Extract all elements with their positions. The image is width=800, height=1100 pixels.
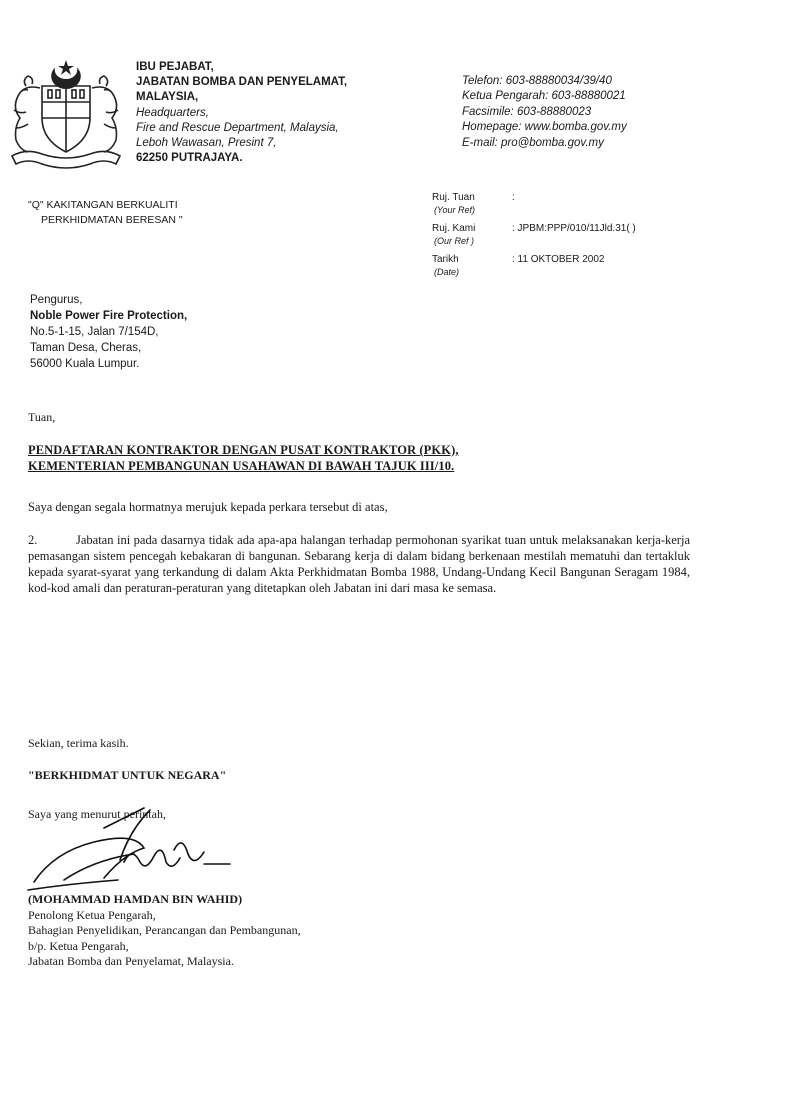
reference-sublabel: (Date) [434,267,460,277]
subject-line: KEMENTERIAN PEMBANGUNAN USAHAWAN DI BAWAH TAJUK III/10. [28,459,455,473]
reference-value: : JPBM:PPP/010/11Jld.31( ) [512,223,636,234]
reference-row-our-ref [432,223,636,254]
paragraph-2 [28,532,690,596]
subject-line: PENDAFTARAN KONTRAKTOR DENGAN PUSAT KONTRAKTOR (PKK), [28,443,459,457]
agency-line: JABATAN BOMBA DAN PENYELAMAT, [136,76,348,89]
addressee-company: Noble Power Fire Protection, [30,310,188,322]
contact-email: E-mail: pro@bomba.gov.my [462,136,604,149]
agency-line: IBU PEJABAT, [136,61,214,73]
contact-block [462,74,627,151]
agency-line: Leboh Wawasan, Presint 7, [136,137,277,150]
agency-line: Headquarters, [136,106,209,119]
reference-label: Ruj. Kami [432,223,476,234]
contact-homepage: Homepage: www.bomba.gov.my [462,121,627,134]
slogan: "BERKHIDMAT UNTUK NEGARA" [28,768,227,782]
subject-heading [28,442,459,474]
signer-name: (MOHAMMAD HAMDAN BIN WAHID) [28,892,243,906]
contact-director: Ketua Pengarah: 603-88880021 [462,90,626,103]
agency-line: MALAYSIA, [136,91,199,104]
reference-label: Tarikh [432,254,459,265]
agency-line: 62250 PUTRAJAYA. [136,152,243,165]
coat-of-arms-icon [4,58,128,170]
motto-line: "Q" KAKITANGAN BERKUALITI [28,199,178,211]
paragraph-1: Saya dengan segala hormatnya merujuk kepada perkara tersebut di atas, [28,500,388,514]
addressee-line: 56000 Kuala Lumpur. [30,358,140,370]
contact-telephone: Telefon: 603-88880034/39/40 [462,75,612,87]
agency-address-block [136,60,347,166]
reference-value: : 11 OKTOBER 2002 [512,254,605,265]
reference-value: : [512,192,515,203]
signer-on-behalf: b/p. Ketua Pengarah, [28,938,129,953]
addressee-line: No.5-1-15, Jalan 7/154D, [30,326,159,338]
signer-title: Penolong Ketua Pengarah, [28,907,156,922]
signer-block [28,892,301,970]
reference-sublabel: (Your Ref) [434,205,476,215]
salutation: Tuan, [28,410,56,424]
order-line: Saya yang menurut perintah, [28,807,166,821]
reference-label: Ruj. Tuan [432,192,475,203]
addressee-block [30,292,187,372]
closing-thanks: Sekian, terima kasih. [28,736,129,750]
reference-row-date [432,254,636,285]
agency-line: Fire and Rescue Department, Malaysia, [136,121,339,134]
reference-sublabel: (Our Ref ) [434,236,475,246]
motto [28,198,183,228]
addressee-line: Taman Desa, Cheras, [30,342,142,354]
paragraph-2-text: Jabatan ini pada dasarnya tidak ada apa-apa halangan terhadap permohonan syarikat tuan untuk melaksanakan kerja-kerja pemasangan sistem pencegah kebakaran di bangunan. Sebarang kerja di dalam bidang berkenaan mestilah mematuhi dan tertakluk kepada syarat-syarat yang terkandung di dalam Akta Perkhidmatan Bomba 1988, Undang-Undang Kecil Bangunan Seragam 1984, kod-kod amali dan peraturan-peraturan yang ditetapkan oleh Jabatan ini dari masa ke semasa. [28,533,690,595]
addressee-line: Pengurus, [30,294,83,306]
signer-division: Bahagian Penyelidikan, Perancangan dan Pembangunan, [28,923,301,937]
motto-line: PERKHIDMATAN BERESAN " [41,214,183,226]
signer-department: Jabatan Bomba dan Penyelamat, Malaysia. [28,954,234,968]
contact-fax: Facsimile: 603-88880023 [462,105,592,118]
reference-row-your-ref [432,192,636,223]
reference-block [432,192,636,285]
paragraph-number: 2. [28,533,38,547]
